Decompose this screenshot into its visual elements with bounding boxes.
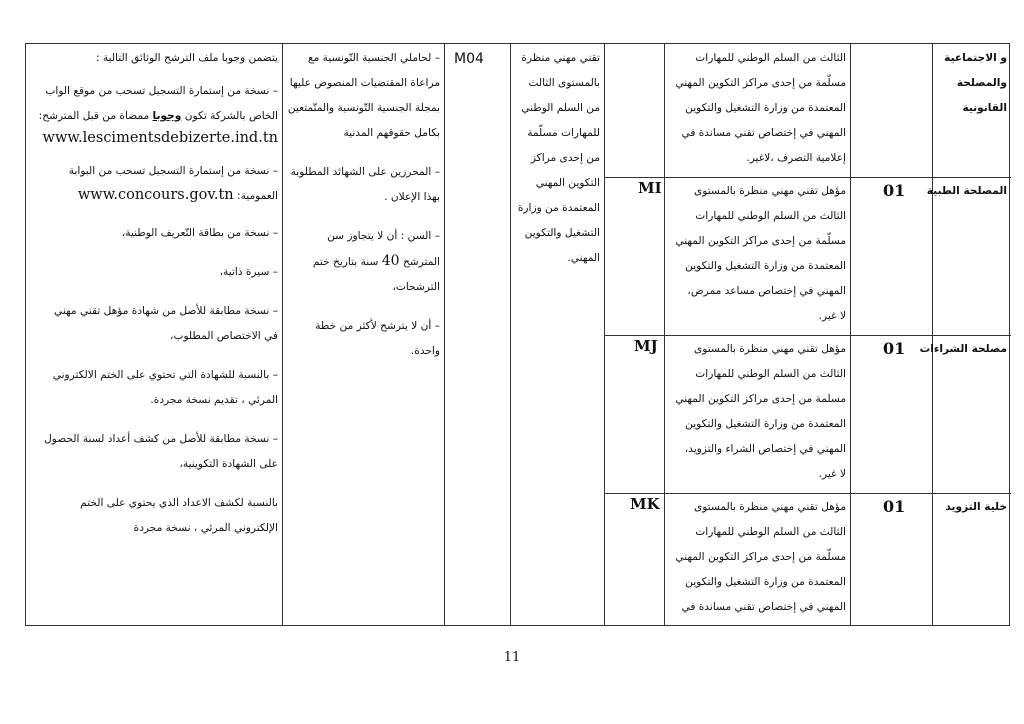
specialty-line: لا غير. [818, 468, 846, 480]
specialty-line: مؤهل تقني مهني منظرة بالمستوى [693, 185, 846, 197]
column-divider [282, 44, 283, 625]
diploma-line-7: المعتمدة من وزارة [517, 202, 600, 214]
row-divider [604, 177, 1011, 178]
diploma-line-9: المهني. [567, 252, 600, 264]
diploma-line-5: من إحدى مراكز [530, 152, 600, 164]
doc-item-4: – سيرة ذاتية، [219, 266, 278, 278]
specialty-line: مؤهل تقني مهني منظرة بالمستوى [693, 343, 846, 355]
condition-3-line-1: – السن : أن لا يتجاوز سن [327, 230, 440, 242]
condition-3-line-2: المترشح 40 سنة بتاريخ ختم [312, 253, 440, 269]
specialty-cell [669, 495, 846, 620]
conditions-cell [286, 46, 440, 364]
specialty-line: مسلّمة من إحدى مراكز التكوين المهني [675, 551, 846, 563]
condition-1-line-3: بمجلة الجنسية التّونسية والمتّمتعين [287, 102, 440, 114]
unit-name-cell [936, 46, 1007, 121]
specialty-line: مسلمة من إحدى مراكز التكوين المهني [675, 393, 846, 405]
specialty-line: مؤهل تقني مهني منظرة بالمستوى [693, 501, 846, 513]
unit-name: المصلحة الطبية [926, 185, 1007, 197]
specialty-line: مسلّمة من إحدى مراكز التكوين المهني [675, 235, 846, 247]
doc-item-6-line-1: – بالنسبة للشهادة التي تحتوي على الختم الالكتروني [52, 369, 278, 381]
unit-line-1: و الاجتماعية [944, 52, 1007, 64]
doc-item-8-line-1: بالنسبة لكشف الاعداد الذي يحتوي على الختم [80, 497, 278, 509]
unit-line-3: القانونية [962, 102, 1007, 114]
unit-name: خلية التزويد [945, 501, 1007, 513]
diploma-line-4: للمهارات مسلّمة [527, 127, 600, 139]
specialty-line: الثالث من السلم الوطني للمهارات [695, 210, 846, 222]
specialty-line: لا غير. [818, 310, 846, 322]
specialty-line: المعتمدة من وزارة التشغيل والتكوين [685, 260, 846, 272]
diploma-line-3: من السلم الوطني [521, 102, 600, 114]
condition-2-line-2: بهذا الإعلان . [384, 191, 440, 203]
condition-1-line-4: بكامل حقوقهم المدنية [343, 127, 440, 139]
diploma-line-8: التشغيل والتكوين [524, 227, 600, 239]
doc-item-8-line-2: الإلكتروني المرئي ، نسخة مجردة [133, 522, 278, 534]
specialty-cell [669, 337, 846, 487]
specialty-line: الثالث من السلم الوطني للمهارات [695, 368, 846, 380]
required-diploma-cell [514, 46, 600, 271]
required-documents-cell [32, 46, 278, 541]
position-code: MJ [634, 337, 658, 355]
condition-2-line-1: – المحرزين على الشهائد المطلوبة [290, 166, 440, 178]
specialty-line: المعتمدة من وزارة التشغيل والتكوين [685, 418, 846, 430]
specialty-line: المهني في إختصاص مساعد ممرض، [687, 285, 846, 297]
doc-item-2-line-2: العمومية: www.concours.gov.tn [77, 187, 278, 203]
specialty-cell [669, 179, 846, 329]
mandatory-word: وجوبا [152, 110, 182, 122]
doc-item-1-line-1: – نسخة من إستمارة التسجيل تسحب من موقع الواب [45, 85, 278, 97]
row-divider [604, 493, 1011, 494]
unit-name: مصلحة الشراءات [919, 343, 1007, 355]
condition-4-line-2: واحدة. [410, 345, 440, 357]
column-divider [444, 44, 445, 625]
specialty-line: إعلامية التصرف ،لاغير. [746, 152, 846, 164]
position-code: MK [630, 495, 660, 513]
doc-item-2-line-1: – نسخة من إستمارة التسجيل تسحب من البوابة [68, 165, 278, 177]
diploma-line-1: تقني مهني منظرة [521, 52, 600, 64]
position-count: 01 [883, 181, 906, 200]
diploma-code: M04 [454, 51, 484, 67]
doc-item-5-line-1: – نسخة مطابقة للأصل من شهادة مؤهل تقني مهني [54, 305, 278, 317]
condition-1-line-2: مراعاة المقتضيات المنصوص عليها [289, 77, 440, 89]
doc-item-7-line-2: على الشهادة التكوينية، [179, 458, 278, 470]
condition-4-line-1: – أن لا يترشح لأكثر من خطة [315, 320, 440, 332]
unit-line-2: والمصلحة [956, 77, 1007, 89]
specialty-line: مسلّمة من إحدى مراكز التكوين المهني [675, 77, 846, 89]
diploma-line-6: التكوين المهني [535, 177, 600, 189]
condition-3-line-3: الترشحات، [392, 281, 440, 293]
concours-portal-url[interactable]: www.concours.gov.tn [77, 187, 234, 203]
max-age-value: 40 [381, 253, 400, 269]
specialty-cell [669, 46, 846, 171]
row-divider [604, 335, 1011, 336]
doc-item-5-line-2: في الاختصاص المطلوب، [170, 330, 278, 342]
doc-item-6-line-2: المرئي ، تقديم نسخة مجردة. [150, 394, 278, 406]
position-count: 01 [883, 497, 906, 516]
position-code: MI [638, 179, 662, 197]
page-number: 11 [503, 650, 521, 665]
specialty-line: المعتمدة من وزارة التشغيل والتكوين [685, 576, 846, 588]
column-divider [510, 44, 511, 625]
doc-item-3: – نسخة من بطاقة التّعريف الوطنية، [121, 227, 278, 239]
recruitment-table [25, 43, 1010, 626]
company-website-url[interactable]: www.lescimentsdebizerte.ind.tn [42, 130, 278, 146]
specialty-line: الثالث من السلم الوطني للمهارات [695, 52, 846, 64]
specialty-line: المهني في إختصاص تقني مساندة في [681, 601, 846, 613]
specialty-line: الثالث من السلم الوطني للمهارات [695, 526, 846, 538]
specialty-line: المهني في إختصاص الشراء والتزويد، [684, 443, 846, 455]
specialty-line: المهني في إختصاص تقني مساندة في [681, 127, 846, 139]
specialty-line: المعتمدة من وزارة التشغيل والتكوين [685, 102, 846, 114]
diploma-line-2: بالمستوى الثالث [528, 77, 600, 89]
doc-item-7-line-1: – نسخة مطابقة للأصل من كشف أعداد لسنة الحصول [44, 433, 278, 445]
doc-item-1-line-2: الخاص بالشركة تكون وجوبا ممضاة من قبل المترشح: [38, 110, 278, 122]
position-count: 01 [883, 339, 906, 358]
documents-intro: يتضمن وجوبا ملف الترشح الوثائق التالية : [96, 52, 278, 64]
condition-1-line-1: – لحاملي الجنسية التّونسية مع [307, 52, 440, 64]
